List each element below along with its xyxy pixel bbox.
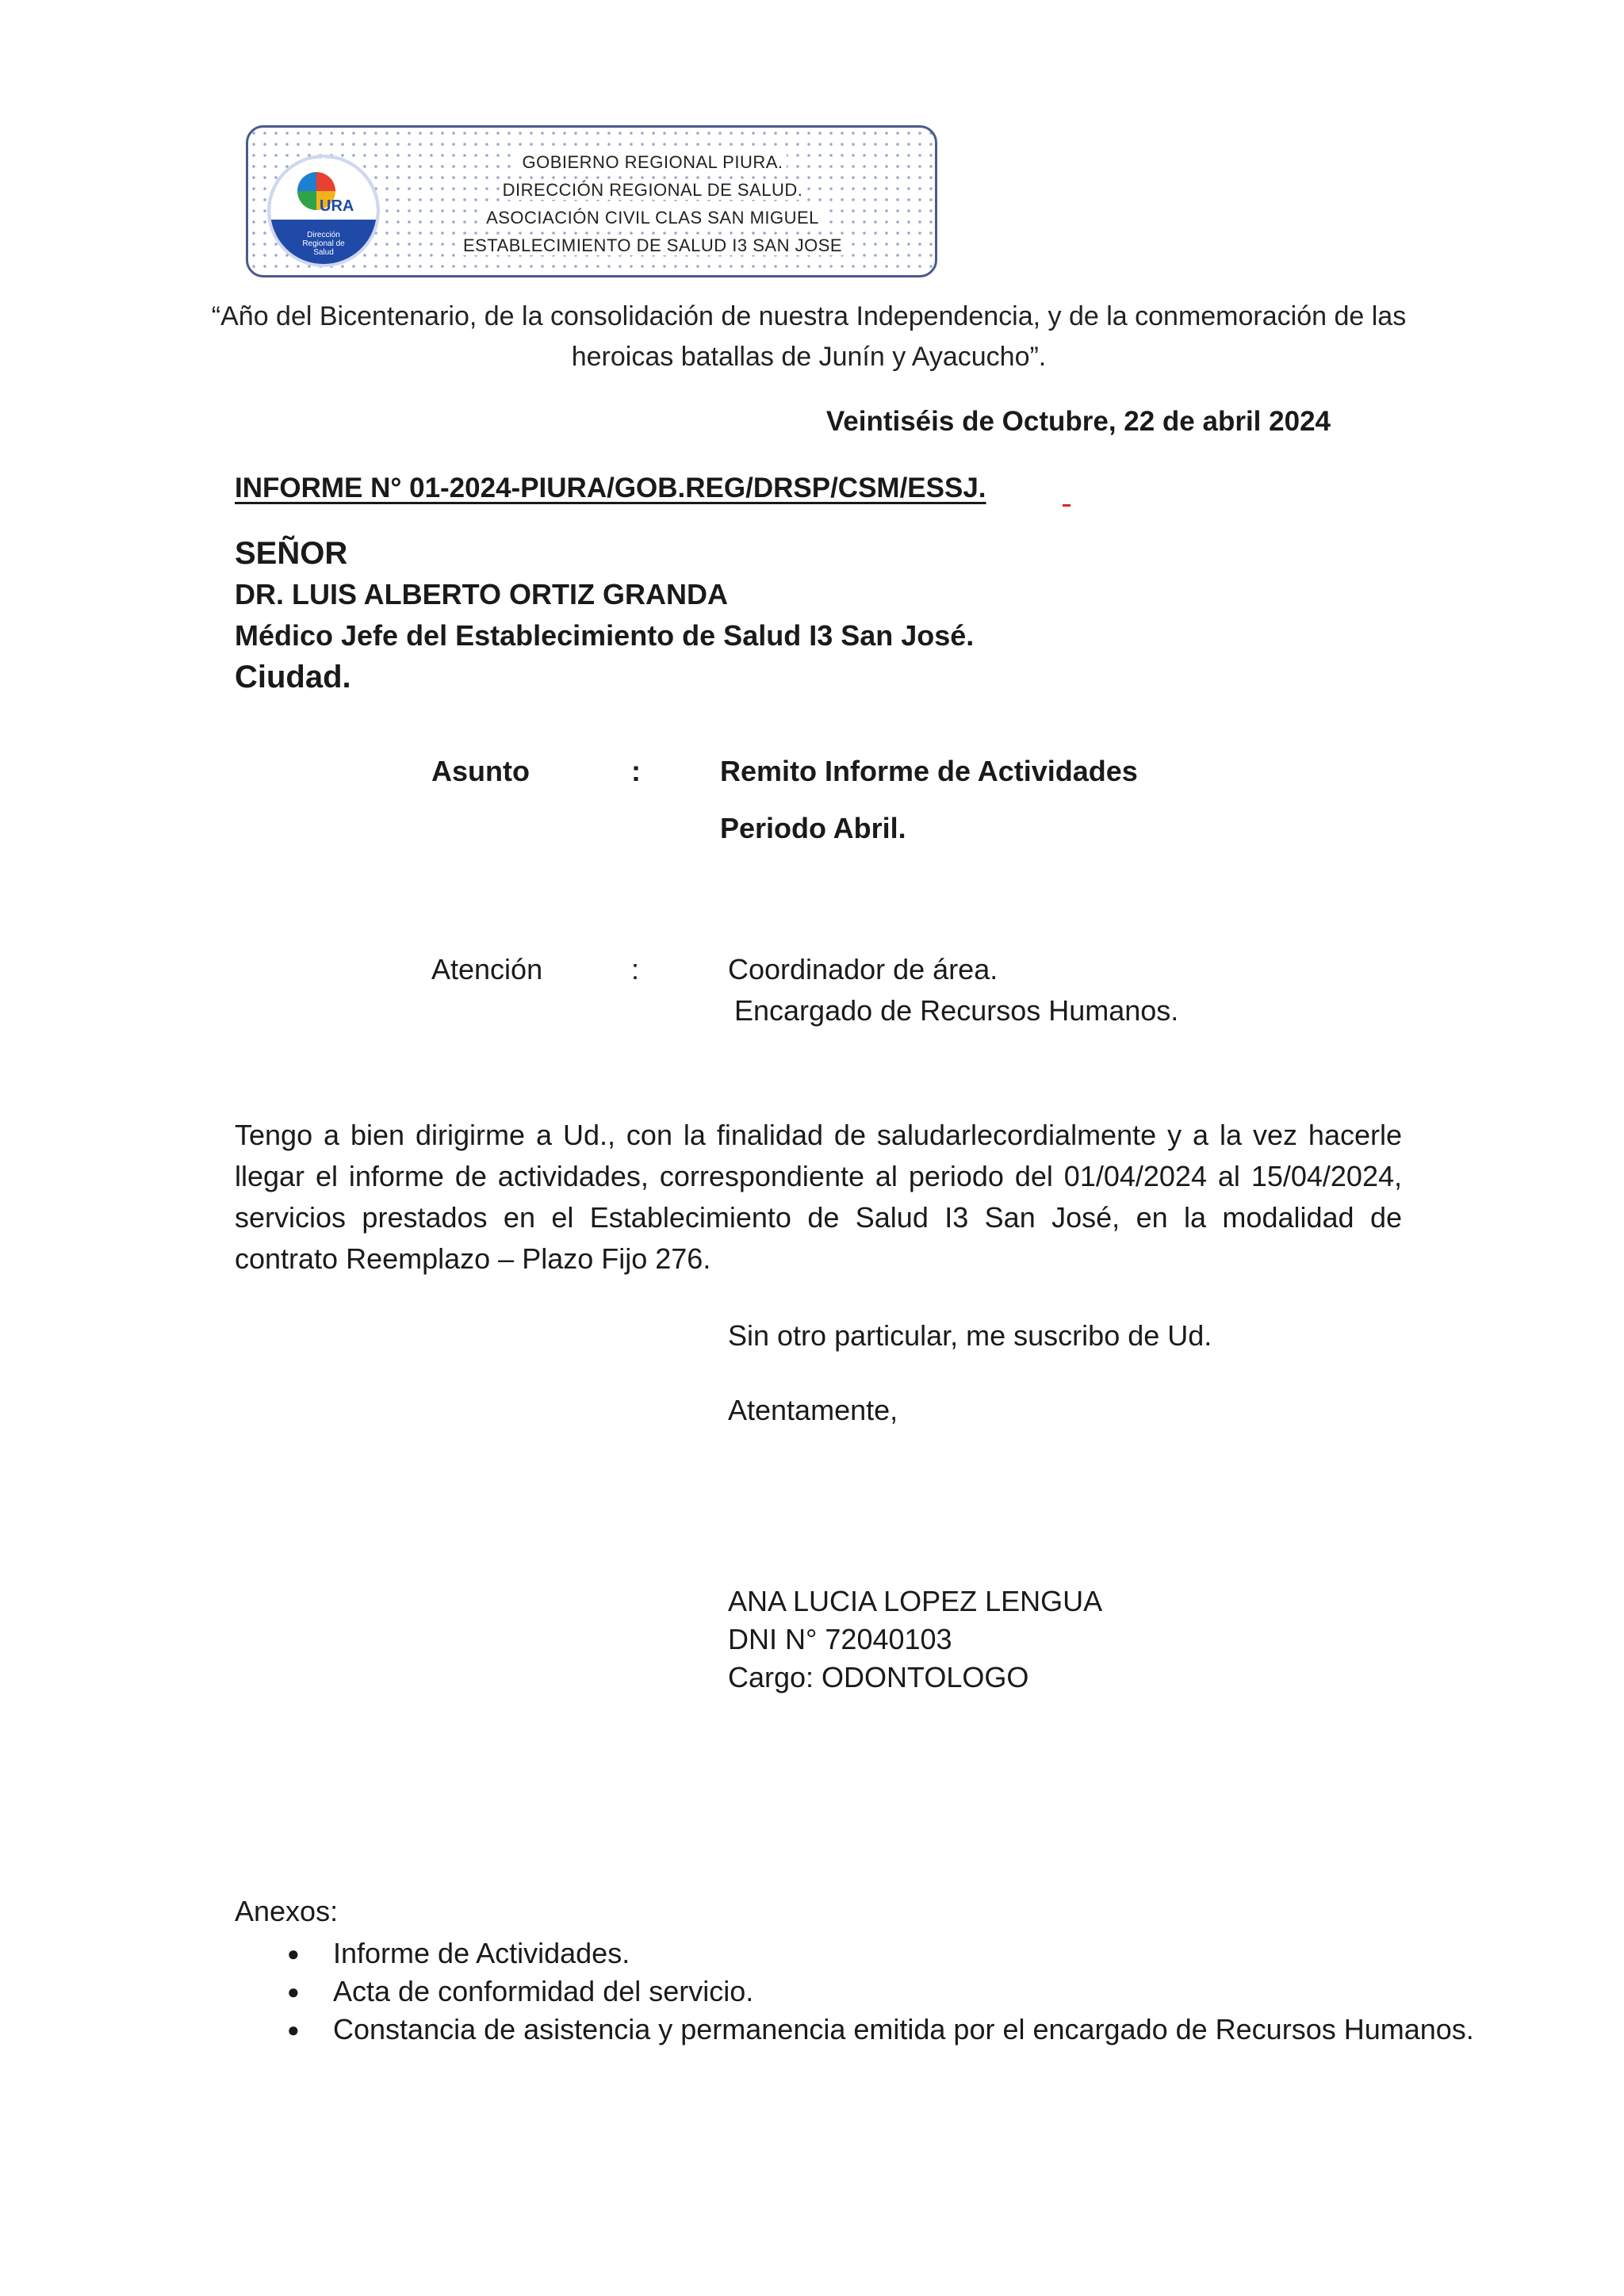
- body-paragraph: Tengo a bien dirigirme a Ud., con la finalidad de saludarlecordialmente y a la vez hacerle llegar el informe de actividades, correspondiente al periodo del 01/04/2024 al 15/04/2024, servicios prestados en el Establecimiento de Salud I3 San José, en la modalidad de contrato Reemplazo – Plazo Fijo 276.: [235, 1119, 1402, 1275]
- letterhead-line: ASOCIACIÓN CIVIL CLAS SAN MIGUEL: [407, 204, 898, 232]
- year-motto: “Año del Bicentenario, de la consolidación de nuestra Independencia, y de la conmemoración de las heroicas batallas de Junín y Ayacucho”.: [211, 301, 1407, 372]
- subject-label: Asunto: [431, 755, 530, 787]
- bullet-icon: ●: [287, 1980, 300, 2003]
- attention-colon: :: [631, 953, 640, 985]
- salutation: SEÑOR: [235, 536, 348, 571]
- letterhead: [246, 125, 937, 277]
- annex-text: Informe de Actividades.: [333, 1937, 630, 1969]
- letterhead-line: DIRECCIÓN REGIONAL DE SALUD.: [407, 176, 898, 204]
- logo-subtitle: [270, 231, 377, 257]
- logo-sub-line: Salud: [313, 248, 334, 257]
- report-number: INFORME N° 01-2024-PIURA/GOB.REG/DRSP/CSM/ESSJ.: [235, 473, 986, 503]
- letterhead-line: ESTABLECIMIENTO DE SALUD I3 SAN JOSE: [407, 232, 898, 259]
- addressee-position: Médico Jefe del Establecimiento de Salud I3 San José.: [235, 619, 975, 652]
- subject-colon: :: [631, 755, 641, 787]
- subject-line-1: Remito Informe de Actividades: [720, 755, 1138, 787]
- logo-sub-line: Regional de: [302, 239, 345, 248]
- addressee-city: Ciudad.: [235, 660, 351, 695]
- addressee-name: DR. LUIS ALBERTO ORTIZ GRANDA: [235, 578, 728, 610]
- signer-cargo: Cargo: ODONTOLOGO: [728, 1661, 1029, 1693]
- bullet-icon: ●: [287, 1942, 300, 1965]
- annexes-title: Anexos:: [235, 1895, 339, 1927]
- attention-line-2: Encargado de Recursos Humanos.: [734, 994, 1179, 1027]
- list-item: [235, 2011, 1474, 2049]
- attention-line-1: Coordinador de área.: [728, 953, 998, 985]
- closing-regards: Atentamente,: [728, 1394, 898, 1426]
- date-line: Veintiséis de Octubre, 22 de abril 2024: [825, 406, 1331, 437]
- signature-block: [728, 1582, 1102, 1697]
- addressee-block: [235, 533, 974, 698]
- list-item: [235, 1934, 1474, 1973]
- annexes-list: [235, 1934, 1474, 2049]
- list-item: [235, 1973, 1474, 2011]
- regional-health-logo-icon: [267, 155, 380, 267]
- signer-name: ANA LUCIA LOPEZ LENGUA: [728, 1585, 1103, 1617]
- annex-text: Constancia de asistencia y permanencia emitida por el encargado de Recursos Humanos.: [333, 2013, 1474, 2045]
- closing-line: Sin otro particular, me suscribo de Ud.: [728, 1319, 1212, 1352]
- bullet-icon: ●: [287, 2018, 300, 2042]
- attention-label: Atención: [431, 953, 543, 985]
- letterhead-line: GOBIERNO REGIONAL PIURA.: [407, 148, 898, 176]
- annex-text: Acta de conformidad del servicio.: [333, 1975, 754, 2007]
- logo-word: URA: [320, 197, 354, 215]
- signer-dni: DNI N° 72040103: [728, 1623, 952, 1655]
- logo-sub-line: Dirección: [307, 231, 340, 239]
- red-mark: [1063, 504, 1071, 507]
- subject-line-2: Periodo Abril.: [720, 812, 906, 844]
- letterhead-lines: [407, 148, 898, 259]
